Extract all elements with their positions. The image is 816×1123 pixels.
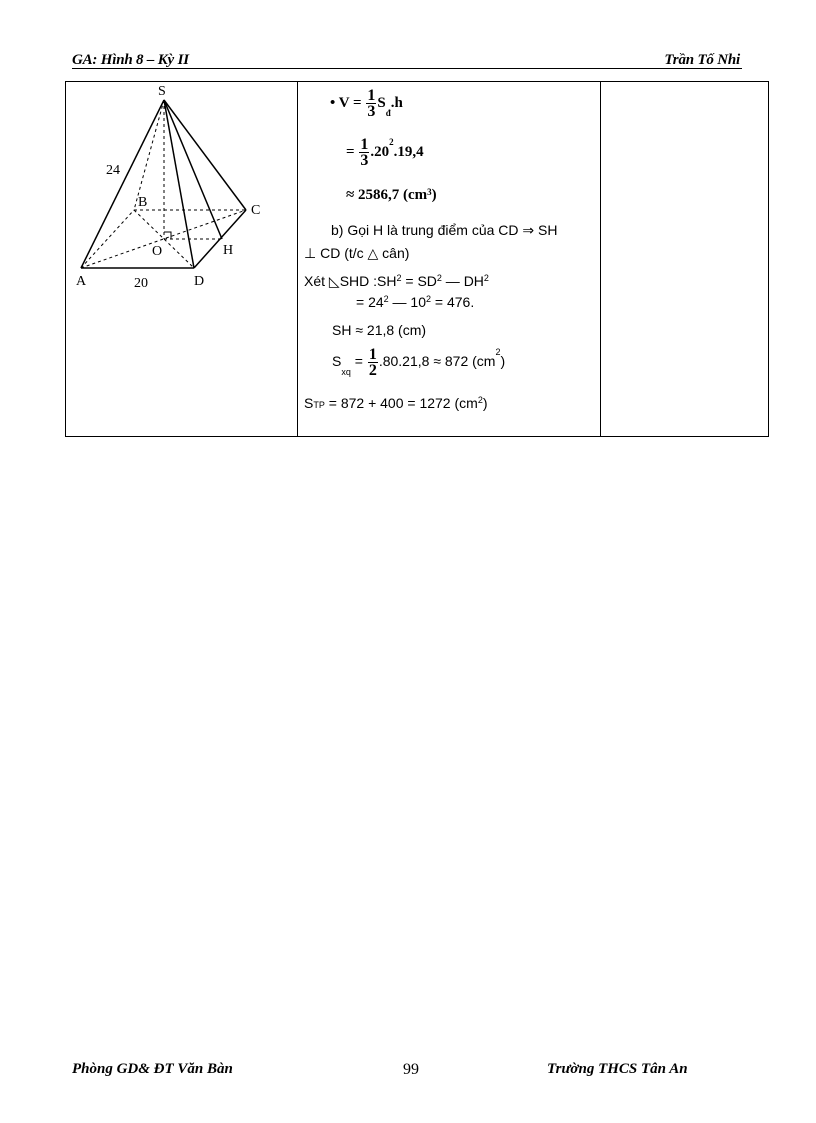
bullet: • [330, 94, 336, 111]
stp-sub: TP [313, 400, 325, 410]
volume-result [346, 187, 437, 203]
fraction-one-third [366, 88, 376, 119]
label-base-20: 20 [134, 276, 148, 291]
label-B: B [138, 195, 148, 210]
close: ) [482, 395, 488, 411]
v-lhs: V = [338, 94, 362, 111]
label-S: S [158, 84, 166, 99]
label-H: H [223, 243, 234, 258]
right-triangle-icon: ◺ [328, 273, 340, 289]
numerator: 1 [367, 87, 376, 104]
line3-exp: 3 [427, 187, 432, 197]
line3-post: SHD :SH [339, 273, 397, 289]
numerator: 1 [368, 346, 377, 363]
line4-end: = 476. [431, 294, 475, 310]
sup: 2 [483, 273, 489, 283]
part-b-line1: b) Gọi H là trung điểm của CD ⇒ SH [331, 222, 558, 238]
line3-rest: = SD [401, 273, 437, 289]
header-right: Trần Tố Nhi [664, 52, 740, 68]
sup: 2 [383, 294, 389, 304]
edge-SC [164, 100, 246, 210]
sup: 2 [477, 395, 483, 405]
sup: 2 [436, 273, 442, 283]
line2-exp: 2 [389, 137, 394, 147]
header-left: GA: Hình 8 – Kỳ II [72, 52, 189, 68]
figure-cell [66, 82, 298, 437]
part-b-line2: ⊥ CD (t/c △ cân) [304, 245, 410, 261]
solution-text [298, 82, 600, 438]
part-b-line3 [304, 273, 489, 289]
sxq-pre: S [332, 353, 342, 370]
pyramid-figure [66, 82, 297, 438]
volume-substitution [346, 137, 424, 168]
volume-formula [330, 88, 403, 119]
footer-right: Trường THCS Tân An [547, 1061, 688, 1077]
sup: 2 [396, 273, 402, 283]
edge-SB [134, 100, 164, 210]
v-tail: .h [390, 94, 403, 111]
line3-end: — DH [441, 273, 484, 289]
part-b-line4 [356, 294, 474, 310]
v-sub: đ [385, 108, 391, 118]
sxq-formula [332, 347, 505, 378]
sxq-eq: = [350, 353, 363, 370]
denominator: 3 [367, 103, 376, 120]
denominator: 2 [368, 362, 377, 379]
label-edge-24: 24 [106, 163, 120, 178]
line4-mid: — 10 [388, 294, 427, 310]
sxq-rest: .80.21,8 ≈ 872 (cm [378, 353, 496, 370]
line4: = 24 [356, 294, 384, 310]
stp-formula [304, 395, 488, 411]
notes-cell [601, 82, 769, 437]
edge-AB [81, 210, 134, 268]
stp-pre: S [304, 395, 314, 411]
label-A: A [76, 274, 87, 289]
footer-left: Phòng GD& ĐT Văn Bàn [72, 1061, 233, 1077]
lesson-table [65, 81, 769, 437]
stp-rest: = 872 + 400 = 1272 (cm [324, 395, 478, 411]
sup: 2 [426, 294, 432, 304]
denominator: 3 [360, 152, 369, 169]
label-D: D [194, 274, 205, 289]
sxq-sub: xq [341, 367, 351, 377]
fraction-one-half [368, 347, 378, 378]
line2-end: .19,4 [393, 143, 424, 160]
xet: Xét [304, 273, 329, 289]
line2-tail: .20 [370, 143, 390, 160]
solution-cell [298, 82, 601, 437]
numerator: 1 [360, 136, 369, 153]
line3-end: ) [431, 187, 437, 203]
segment-SH [164, 100, 222, 239]
page-number: 99 [403, 1061, 419, 1078]
v-rhs: S [377, 94, 386, 111]
close: ) [500, 353, 506, 370]
sh-result: SH ≈ 21,8 (cm) [332, 322, 427, 338]
sup: 2 [495, 347, 501, 357]
label-C: C [251, 203, 261, 218]
line3-main: ≈ 2586,7 (cm [346, 187, 428, 203]
equals: = [346, 143, 355, 160]
fraction-one-third-2 [359, 137, 369, 168]
header-rule [72, 68, 742, 69]
label-O: O [152, 244, 163, 259]
edge-SD [164, 100, 194, 268]
